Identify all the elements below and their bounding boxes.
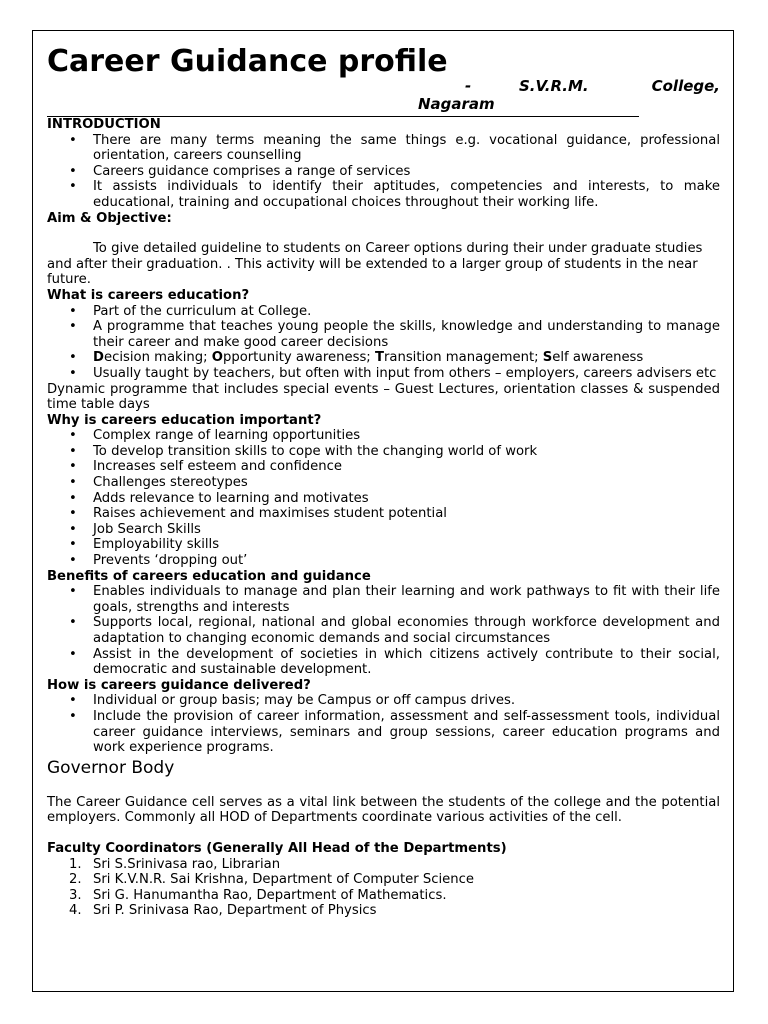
why-list (47, 428, 720, 568)
how-list (47, 693, 720, 755)
dots-text: ecision making; (103, 350, 212, 366)
list-item: • Supports local, regional, national and global economies through workforce development and adaptation to changing economic demands and social circumstances (47, 615, 720, 646)
list-item: • To develop transition skills to cope with the changing world of work (47, 444, 720, 460)
list-item: • Prevents ‘dropping out’ (47, 553, 720, 569)
item-text: Sri G. Hanumantha Rao, Department of Mathematics. (93, 887, 447, 903)
college-location: Nagaram (418, 95, 495, 113)
college-name-part: College, (651, 77, 720, 95)
list-item: • There are many terms meaning the same things e.g. vocational guidance, professional orientation, careers counselling (47, 133, 720, 164)
aim-heading: Aim & Objective: (47, 210, 172, 226)
what-after-text: Dynamic programme that includes special events – Guest Lectures, orientation classes & suspended time table days (47, 381, 720, 413)
faculty-item (47, 872, 720, 888)
item-number: 1. (69, 856, 82, 872)
dots-text: pportunity awareness; (222, 350, 375, 366)
list-item: • Employability skills (47, 537, 720, 553)
dots-letter: T (374, 350, 384, 366)
dots-text: ransition management; (383, 350, 543, 366)
governor-heading: Governor Body (47, 757, 175, 778)
benefits-heading: Benefits of careers education and guidance (47, 568, 371, 584)
list-item: • Enables individuals to manage and plan their learning and work pathways to fit with their life goals, strengths and interests (47, 584, 720, 615)
document-title: Career Guidance profile (47, 44, 448, 79)
faculty-list (47, 857, 720, 919)
governor-text: The Career Guidance cell serves as a vital link between the students of the college and the potential employers. Commonly all HOD of Departments coordinate various activities of the cell. (47, 794, 720, 826)
item-text: Sri P. Srinivasa Rao, Department of Physics (93, 903, 377, 919)
intro-list (47, 133, 720, 211)
what-heading: What is careers education? (47, 287, 250, 303)
item-text: Sri K.V.N.R. Sai Krishna, Department of Computer Science (93, 872, 474, 888)
list-item: • Increases self esteem and confidence (47, 459, 720, 475)
list-item: • Challenges stereotypes (47, 475, 720, 491)
faculty-heading: Faculty Coordinators (Generally All Head of the Departments) (47, 840, 507, 856)
benefits-list (47, 584, 720, 678)
college-line (47, 77, 720, 95)
faculty-item (47, 888, 720, 904)
document-page (32, 30, 734, 992)
list-item-dots (47, 350, 720, 366)
spacer (47, 826, 720, 841)
list-item: • Raises achievement and maximises student potential (47, 506, 720, 522)
dots-letter: S (542, 350, 553, 366)
list-item: • Part of the curriculum at College. (47, 304, 720, 320)
dots-text: elf awareness (552, 350, 644, 366)
intro-heading: INTRODUCTION (47, 117, 161, 132)
list-item: • Usually taught by teachers, but often with input from others – employers, careers advisers etc (47, 366, 720, 382)
how-heading: How is careers guidance delivered? (47, 677, 311, 693)
list-item: • A programme that teaches young people the skills, knowledge and understanding to manage their career and make good career decisions (47, 319, 720, 350)
why-heading: Why is careers education important? (47, 412, 322, 428)
list-item: • Careers guidance comprises a range of services (47, 164, 720, 180)
list-item: • Assist in the development of societies in which citizens actively contribute to their social, democratic and sustainable development. (47, 647, 720, 678)
what-list (47, 304, 720, 382)
list-item: • Adds relevance to learning and motivates (47, 491, 720, 507)
item-number: 2. (69, 872, 82, 888)
faculty-item (47, 903, 720, 919)
college-name-part: S.V.R.M. (519, 77, 589, 95)
item-text: Sri S.Srinivasa rao, Librarian (93, 856, 281, 872)
item-number: 3. (69, 887, 82, 903)
college-dash: - (465, 77, 472, 95)
list-item: • It assists individuals to identify their aptitudes, competencies and interests, to make educational, training and occupational choices throughout their working life. (47, 179, 720, 210)
dots-letter: D (93, 350, 104, 366)
document-content (47, 45, 720, 919)
list-item: • Job Search Skills (47, 522, 720, 538)
item-number: 4. (69, 903, 82, 919)
dots-letter: O (211, 350, 223, 366)
faculty-item (47, 857, 720, 873)
aim-text: To give detailed guideline to students on Career options during their under graduate studies and after their graduation. . This activity will be extended to a larger group of students in the near future. (47, 241, 703, 288)
list-item: • Include the provision of career information, assessment and self-assessment tools, individual career guidance interviews, seminars and group sessions, career education programs and work experience programs. (47, 709, 720, 756)
list-item: • Complex range of learning opportunities (47, 428, 720, 444)
list-item: • Individual or group basis; may be Campus or off campus drives. (47, 693, 720, 709)
